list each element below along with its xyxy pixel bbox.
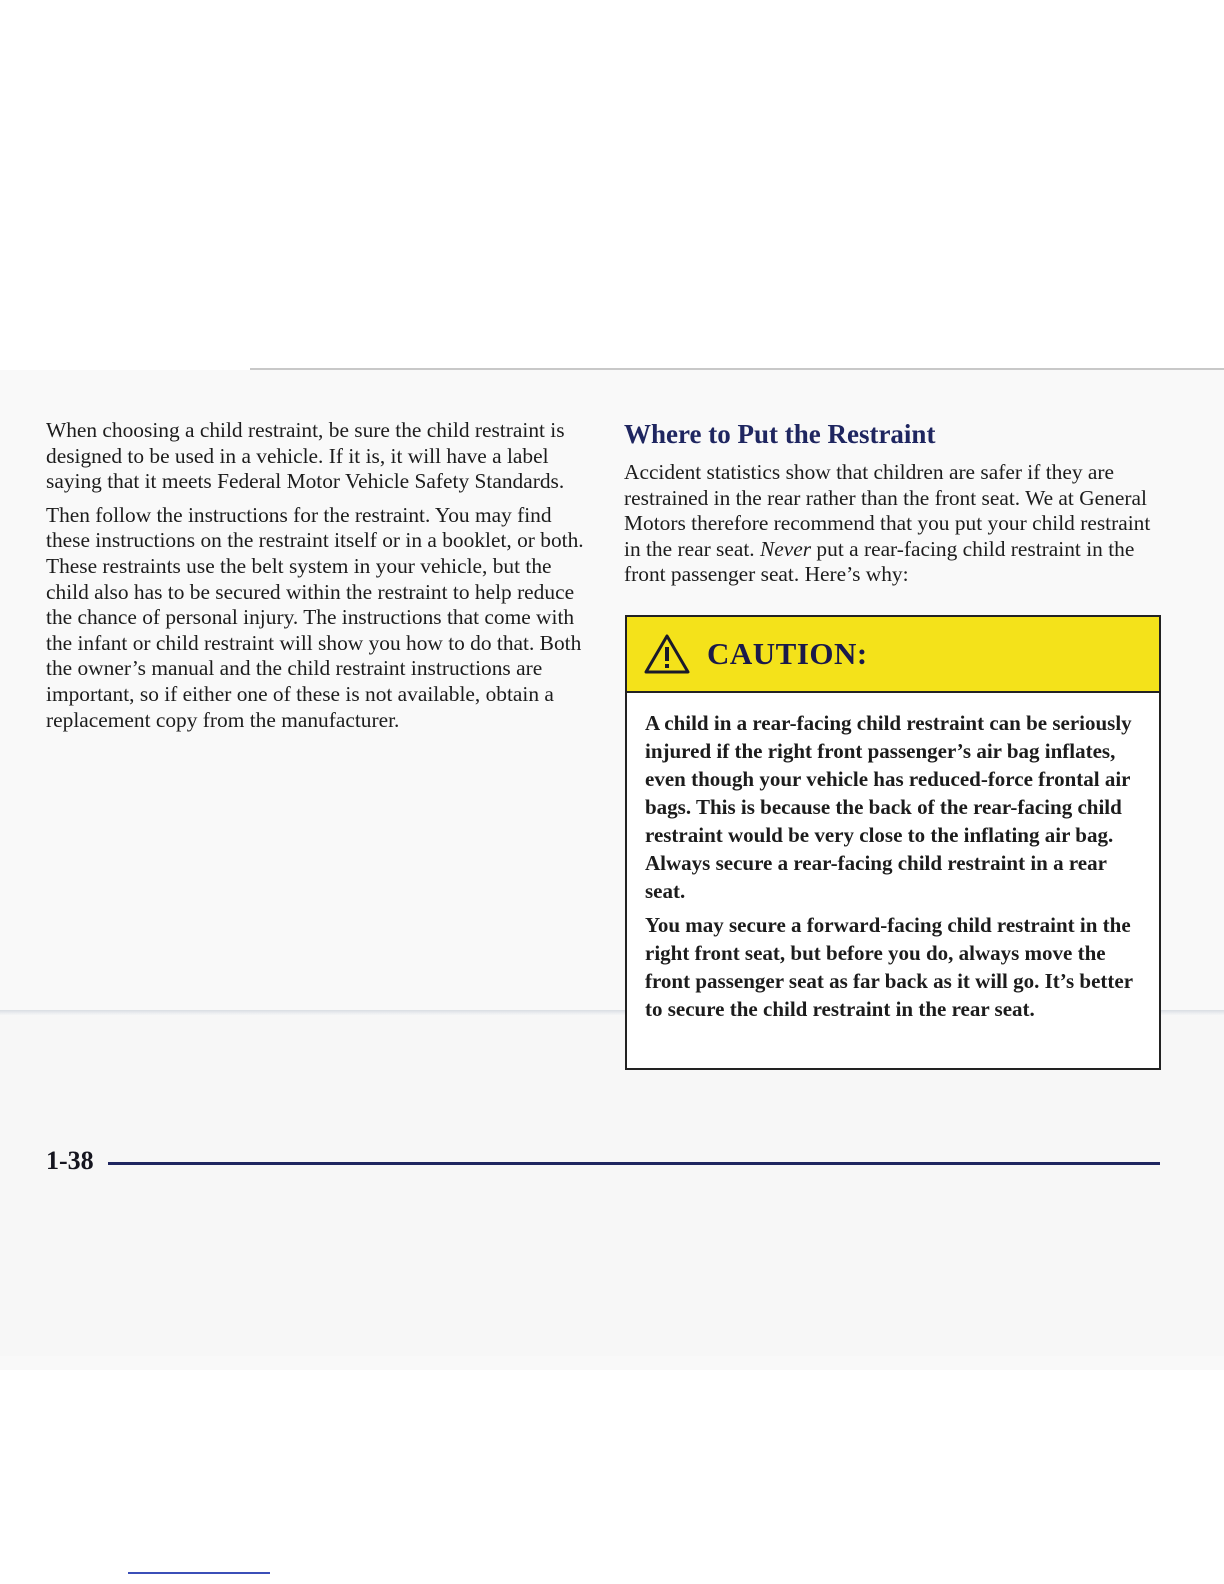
top-divider [250, 368, 1224, 370]
warning-triangle-icon [643, 633, 691, 675]
caution-box [625, 615, 1161, 1070]
caution-paragraph-forward-facing: You may secure a forward-facing child restraint in the right front seat, but before you do, always move the front passenger seat as far back as it will go. It’s better to secure the child restraint in the rear seat. [645, 913, 1133, 1021]
caution-header [627, 617, 1159, 693]
paragraph-choosing-restraint: When choosing a child restraint, be sure the child restraint is designed to be used in a vehicle. If it is, it will have a label saying that it meets Federal Motor Vehicle Safety Standards. [46, 418, 565, 494]
stray-underline [128, 1572, 270, 1574]
intro-text-start: Accident statistics show that children are safer if they are restrained in the rear rather than the front seat. We at General Motors therefore recommend that you put your child restraint in the rear seat. [624, 460, 1151, 561]
left-column [46, 418, 586, 741]
paragraph-follow-instructions: Then follow the instructions for the restraint. You may find these instructions on the restraint itself or in a booklet, or both. These restraints use the belt system in your vehicle, but the child also has to be secured within the restraint to help reduce the chance of personal injury. The instructions that come with the infant or child restraint will show you how to do that. Both the owner’s manual and the child restraint instructions are important, so if either one of these is not available, obtain a replacement copy from the manufacturer. [46, 502, 584, 732]
caution-paragraph-rear-facing: A child in a rear-facing child restraint can be seriously injured if the right front passenger’s air bag inflates, even though your vehicle has reduced-force frontal air bags. This is because the back of the rear-facing child restraint would be very close to the inflating air bag. Always secure a rear-facing child restraint in a rear seat. [645, 711, 1132, 903]
footer-rule [108, 1162, 1160, 1165]
section-heading: Where to Put the Restraint [624, 419, 936, 449]
caution-body [627, 693, 1159, 1023]
caution-title: CAUTION: [707, 636, 868, 671]
intro-paragraph [624, 460, 1164, 588]
intro-text-end: put a rear-facing child restraint in the front passenger seat. Here’s why: [624, 536, 1135, 587]
page-number: 1-38 [46, 1146, 94, 1175]
intro-emphasis: Never [760, 536, 812, 561]
right-column [624, 418, 1164, 588]
